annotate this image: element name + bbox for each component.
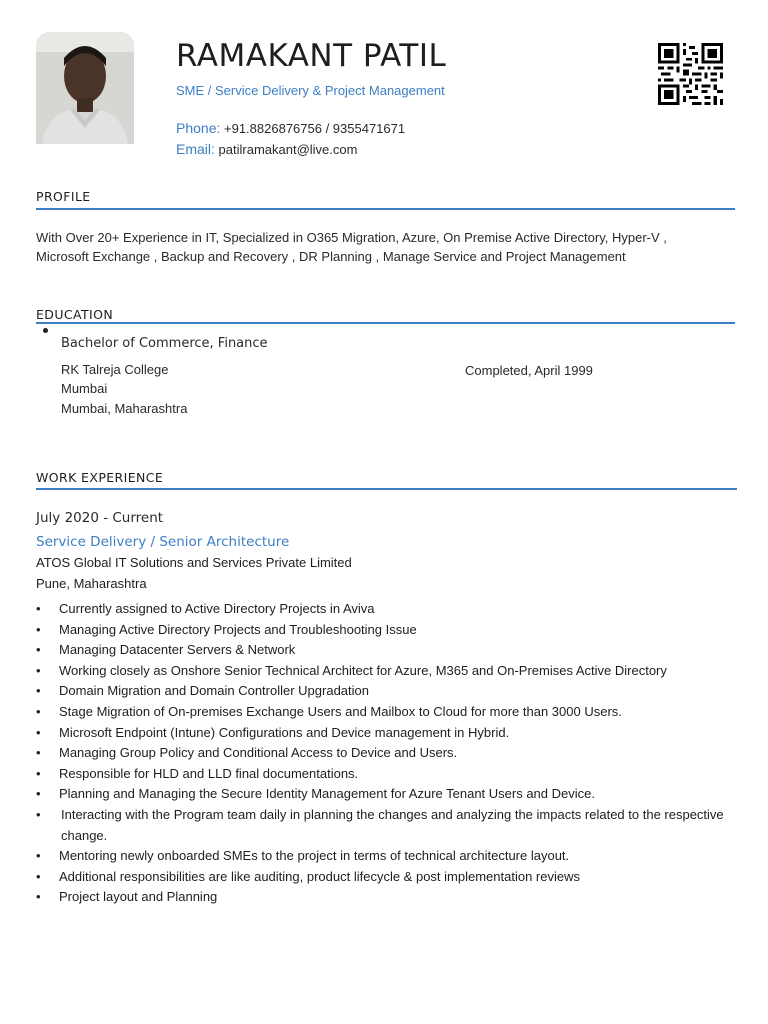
profile-line: Microsoft Exchange , Backup and Recovery , DR Planning , Manage Service and Project Management xyxy=(36,249,626,264)
bullet-icon: • xyxy=(36,662,41,678)
bullet-icon: • xyxy=(36,786,41,802)
list-item-text: Microsoft Endpoint (Intune) Configurations and Device management in Hybrid. xyxy=(59,724,510,740)
list-item-text: Currently assigned to Active Directory Projects in Aviva xyxy=(59,601,375,616)
email-value: patilramakant@live.com xyxy=(218,142,358,157)
list-item xyxy=(36,661,736,682)
list-item xyxy=(36,702,736,723)
person-photo-icon xyxy=(36,32,134,144)
list-item-text: Planning and Managing the Secure Identity Management for Azure Tenant Users and Device. xyxy=(59,786,595,802)
list-item-text: Managing Group Policy and Conditional Access to Device and Users. xyxy=(59,745,458,761)
education-divider xyxy=(36,322,735,324)
list-item-text: Responsible for HLD and LLD final documentations. xyxy=(59,765,359,781)
list-item-text: Domain Migration and Domain Controller Upgradation xyxy=(59,683,369,699)
education-status: Completed, April 1999 xyxy=(465,363,593,378)
candidate-name: RAMAKANT PATIL xyxy=(176,38,447,74)
list-item-text: Working closely as Onshore Senior Technical Architect for Azure, M365 and On-Premises Active Directory xyxy=(59,662,667,678)
bullet-icon: • xyxy=(36,642,41,658)
profile-divider xyxy=(36,208,735,210)
education-region: Mumbai, Maharashtra xyxy=(61,401,188,416)
bullet-icon: • xyxy=(36,889,41,905)
candidate-subtitle: SME / Service Delivery & Project Management xyxy=(176,83,445,98)
list-item xyxy=(36,764,736,785)
list-item-text: Managing Datacenter Servers & Network xyxy=(59,642,296,658)
list-item-text: Interacting with the Program team daily in planning the changes and analyzing the impacts related to the respective change. xyxy=(61,806,724,843)
list-item xyxy=(36,620,736,641)
phone-label: Phone: xyxy=(176,120,221,136)
bullet-icon: • xyxy=(36,601,41,616)
job-company: ATOS Global IT Solutions and Services Private Limited xyxy=(36,555,352,570)
list-item-text: Mentoring newly onboarded SMEs to the project in terms of technical architecture layout. xyxy=(59,848,570,864)
work-divider xyxy=(36,488,737,490)
profile-heading: PROFILE xyxy=(36,189,91,204)
qr-code-icon xyxy=(658,43,723,105)
list-item-text: Additional responsibilities are like auditing, product lifecycle & post implementation reviews xyxy=(59,868,580,884)
profile-photo xyxy=(36,32,134,144)
job-responsibilities xyxy=(36,599,736,908)
bullet-icon: • xyxy=(36,683,41,699)
profile-summary xyxy=(36,228,748,266)
education-degree: Bachelor of Commerce, Finance xyxy=(61,336,268,351)
bullet-icon: • xyxy=(36,745,41,761)
job-location: Pune, Maharashtra xyxy=(36,576,147,591)
list-item xyxy=(36,784,736,805)
list-item xyxy=(36,846,736,867)
bullet-icon: • xyxy=(36,621,41,637)
phone-value: +91.8826876756 / 9355471671 xyxy=(224,121,406,136)
work-heading: WORK EXPERIENCE xyxy=(36,470,164,485)
job-dates: July 2020 - Current xyxy=(36,510,164,526)
list-item xyxy=(36,640,736,661)
list-item xyxy=(36,723,736,744)
list-item xyxy=(36,887,736,908)
education-city: Mumbai xyxy=(61,381,108,396)
bullet-icon: • xyxy=(36,703,41,719)
list-item xyxy=(36,867,736,888)
list-item xyxy=(36,805,736,846)
education-heading: EDUCATION xyxy=(36,307,114,322)
education-school: RK Talreja College xyxy=(61,362,169,377)
list-item-text: Project layout and Planning xyxy=(59,889,218,905)
list-item-text: Managing Active Directory Projects and Troubleshooting Issue xyxy=(59,621,417,637)
list-item xyxy=(36,681,736,702)
bullet-icon: • xyxy=(36,848,41,864)
list-item xyxy=(36,743,736,764)
education-bullet xyxy=(43,328,48,333)
profile-line: With Over 20+ Experience in IT, Specialized in O365 Migration, Azure, On Premise Active Directory, Hyper-V , xyxy=(36,230,667,245)
list-item xyxy=(36,599,736,620)
bullet-icon: • xyxy=(36,724,41,740)
email-line xyxy=(176,141,357,157)
job-title: Service Delivery / Senior Architecture xyxy=(36,534,290,550)
phone-line xyxy=(176,120,405,136)
bullet-icon: • xyxy=(36,765,41,781)
bullet-icon: • xyxy=(36,868,41,884)
email-label: Email: xyxy=(176,141,215,157)
bullet-icon: • xyxy=(36,806,41,822)
list-item-text: Stage Migration of On-premises Exchange Users and Mailbox to Cloud for more than 3000 Users. xyxy=(59,703,622,719)
